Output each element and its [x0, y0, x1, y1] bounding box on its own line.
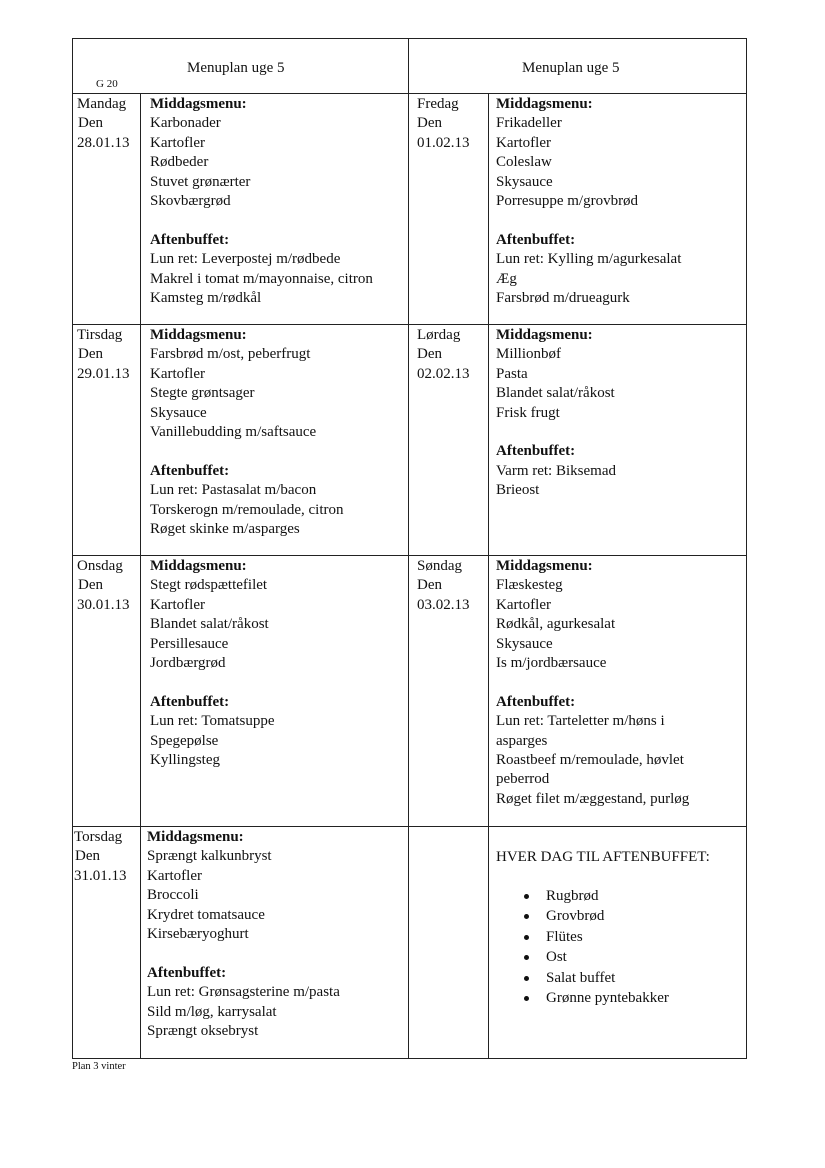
footer-note: Plan 3 vinter: [72, 1061, 126, 1072]
menu-item: Krydret tomatsauce: [147, 906, 265, 923]
menu-item: Spegepølse: [150, 732, 219, 749]
list-item: Grovbrød: [518, 906, 669, 926]
middag-heading: Middagsmenu:: [150, 558, 247, 574]
day-den: Den: [78, 115, 103, 132]
menu-item: Kartofler: [150, 596, 205, 613]
header-title-right: Menuplan uge 5: [522, 60, 620, 76]
menu-item: Blandet salat/råkost: [150, 616, 269, 633]
day-cell-tirsdag: [77, 326, 130, 384]
menu-item: Farsbrød m/drueagurk: [496, 290, 630, 307]
day-name: Mandag: [77, 96, 127, 112]
day-date: 28.01.13: [77, 134, 130, 151]
list-item: Flütes: [518, 927, 669, 947]
aften-heading: Aftenbuffet:: [150, 693, 230, 710]
menu-cell-sondag: [496, 557, 689, 809]
menu-item: Æg: [496, 270, 517, 287]
aften-heading: Aftenbuffet:: [496, 443, 576, 460]
header-code: G 20: [96, 78, 118, 90]
aften-heading: Aftenbuffet:: [147, 964, 227, 981]
day-name: Onsdag: [77, 558, 123, 574]
day-date: 29.01.13: [77, 365, 130, 382]
menu-cell-onsdag: [150, 557, 274, 770]
everyday-list: [518, 886, 669, 1008]
menu-item: Skovbærgrød: [150, 193, 231, 210]
menu-item: Lun ret: Tarteletter m/høns i: [496, 713, 665, 730]
menu-item: Roastbeef m/remoulade, høvlet: [496, 752, 684, 769]
menu-item: Karbonader: [150, 115, 221, 132]
menu-item: Millionbøf: [496, 346, 562, 363]
list-item: Ost: [518, 947, 669, 967]
menu-item: Røget skinke m/asparges: [150, 521, 300, 538]
middag-heading: Middagsmenu:: [496, 327, 593, 343]
menu-item: Lun ret: Leverpostej m/rødbede: [150, 251, 341, 268]
menu-cell-fredag: [496, 95, 681, 308]
menu-item: asparges: [496, 732, 548, 749]
menu-item: Rødbeder: [150, 154, 209, 171]
menu-item: Sprængt kalkunbryst: [147, 848, 272, 865]
aften-heading: Aftenbuffet:: [496, 231, 576, 248]
day-date: 31.01.13: [74, 867, 127, 884]
menu-item: Stuvet grønærter: [150, 173, 251, 190]
menu-item: Varm ret: Biksemad: [496, 462, 616, 479]
aften-heading: Aftenbuffet:: [150, 462, 230, 479]
menu-item: Frisk frugt: [496, 404, 560, 421]
menu-item: Kartofler: [496, 134, 551, 151]
menu-item: Kirsebæryoghurt: [147, 926, 249, 943]
menu-item: Kartofler: [150, 365, 205, 382]
menu-item: Stegt rødspættefilet: [150, 577, 268, 594]
day-date: 03.02.13: [417, 596, 470, 613]
day-name: Søndag: [417, 558, 462, 574]
day-cell-mandag: [77, 95, 130, 153]
menu-cell-tirsdag: [150, 326, 343, 539]
day-den: Den: [78, 346, 103, 363]
day-den: Den: [75, 848, 100, 865]
day-cell-torsdag: [74, 828, 127, 886]
menu-item: Stegte grøntsager: [150, 385, 255, 402]
menu-cell-torsdag: [147, 828, 340, 1041]
menu-cell-mandag: [150, 95, 373, 308]
menu-item: Lun ret: Kylling m/agurkesalat: [496, 251, 682, 268]
day-date: 01.02.13: [417, 134, 470, 151]
middag-heading: Middagsmenu:: [496, 558, 593, 574]
menu-item: Røget filet m/æggestand, purløg: [496, 790, 690, 807]
menu-item: Blandet salat/råkost: [496, 385, 615, 402]
menu-item: Porresuppe m/grovbrød: [496, 193, 639, 210]
everyday-heading: HVER DAG TIL AFTENBUFFET:: [496, 849, 710, 865]
day-cell-fredag: [417, 95, 470, 153]
menu-item: Farsbrød m/ost, peberfrugt: [150, 346, 311, 363]
menu-item: Skysauce: [496, 635, 553, 652]
menu-item: Jordbærgrød: [150, 655, 226, 672]
day-den: Den: [417, 115, 442, 132]
middag-heading: Middagsmenu:: [150, 96, 247, 112]
menu-item: Sild m/løg, karrysalat: [147, 1003, 277, 1020]
day-cell-lordag: [417, 326, 470, 384]
menu-item: Makrel i tomat m/mayonnaise, citron: [150, 270, 373, 287]
menu-item: Kartofler: [150, 134, 205, 151]
day-date: 02.02.13: [417, 365, 470, 382]
menu-item: Kartofler: [147, 867, 202, 884]
menu-item: Lun ret: Tomatsuppe: [150, 713, 275, 730]
menu-item: Flæskesteg: [496, 577, 563, 594]
menu-item: Skysauce: [150, 404, 207, 421]
menu-item: Skysauce: [496, 173, 553, 190]
day-den: Den: [417, 346, 442, 363]
day-cell-sondag: [417, 557, 470, 615]
aften-heading: Aftenbuffet:: [496, 693, 576, 710]
menu-item: Persillesauce: [150, 635, 229, 652]
menu-item: Kyllingsteg: [150, 752, 220, 769]
menu-item: Kartofler: [496, 596, 551, 613]
middag-heading: Middagsmenu:: [496, 96, 593, 112]
menu-item: Vanillebudding m/saftsauce: [150, 424, 317, 441]
menu-item: Sprængt oksebryst: [147, 1023, 259, 1040]
menu-item: peberrod: [496, 771, 550, 788]
aften-heading: Aftenbuffet:: [150, 231, 230, 248]
list-item: Salat buffet: [518, 968, 669, 988]
menu-item: Brieost: [496, 482, 540, 499]
header-title-left: Menuplan uge 5: [187, 60, 285, 76]
menu-item: Kamsteg m/rødkål: [150, 290, 262, 307]
day-name: Tirsdag: [77, 327, 123, 343]
day-name: Fredag: [417, 96, 459, 112]
list-item: Grønne pyntebakker: [518, 988, 669, 1008]
middag-heading: Middagsmenu:: [147, 829, 244, 845]
menu-item: Pasta: [496, 365, 528, 382]
menu-item: Lun ret: Pastasalat m/bacon: [150, 482, 317, 499]
day-name: Lørdag: [417, 327, 461, 343]
day-date: 30.01.13: [77, 596, 130, 613]
menu-cell-lordag: [496, 326, 616, 501]
list-item: Rugbrød: [518, 886, 669, 906]
middag-heading: Middagsmenu:: [150, 327, 247, 343]
menu-item: Broccoli: [147, 887, 199, 904]
day-cell-onsdag: [77, 557, 130, 615]
menu-item: Torskerogn m/remoulade, citron: [150, 501, 344, 518]
day-name: Torsdag: [74, 829, 123, 845]
menu-item: Rødkål, agurkesalat: [496, 616, 616, 633]
menu-item: Coleslaw: [496, 154, 552, 171]
day-den: Den: [78, 577, 103, 594]
day-den: Den: [417, 577, 442, 594]
menu-item: Frikadeller: [496, 115, 562, 132]
menu-item: Lun ret: Grønsagsterine m/pasta: [147, 984, 340, 1001]
menu-item: Is m/jordbærsauce: [496, 655, 607, 672]
